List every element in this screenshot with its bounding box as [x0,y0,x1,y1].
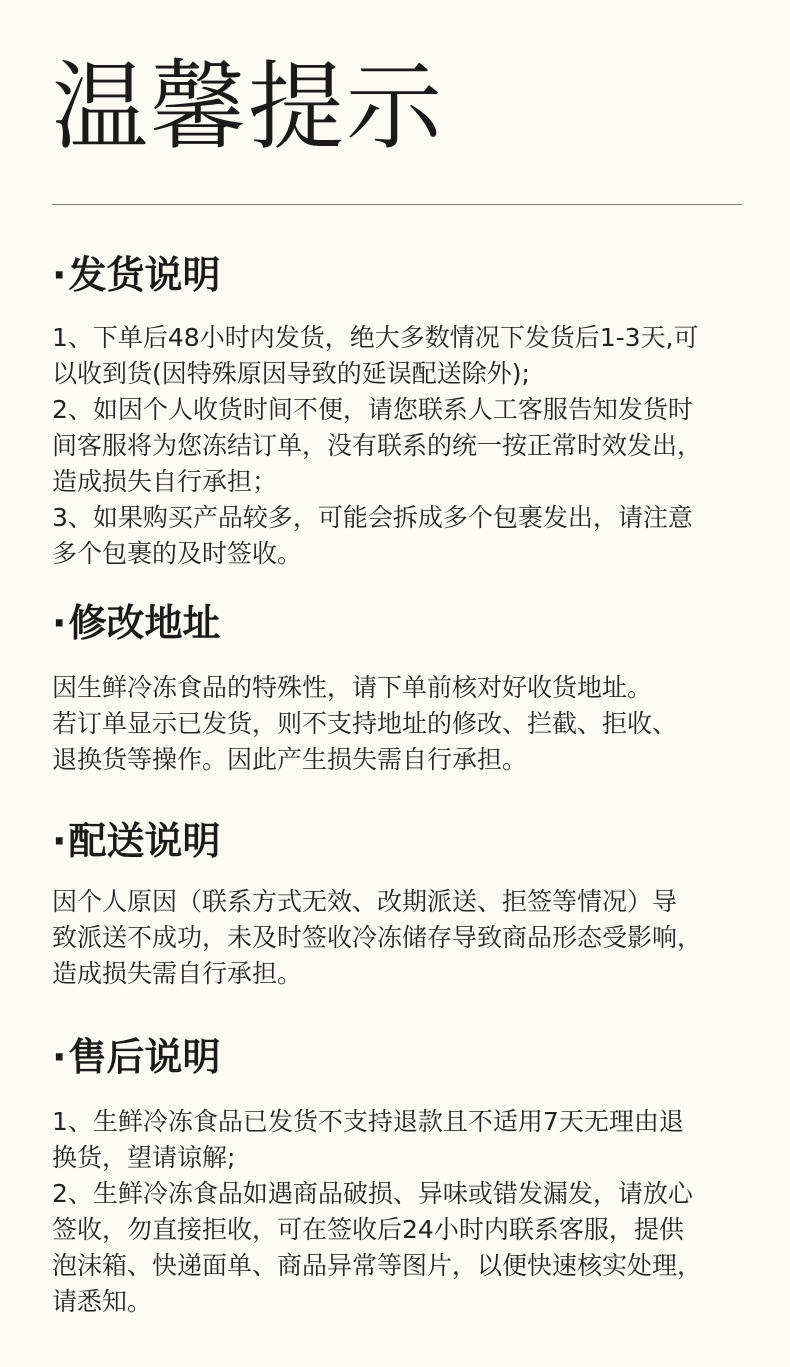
text-line: 泡沫箱、快递面单、商品异常等图片，以便快速核实处理， [52,1251,703,1280]
title-divider [52,204,742,205]
bullet-dot: · [52,601,67,645]
section-heading-address [52,600,220,646]
section-body-shipping [52,320,752,572]
section-heading-text: 修改地址 [68,601,221,645]
text-line: 2、生鲜冷冻食品如遇商品破损、异味或错发漏发，请放心 [52,1179,693,1208]
text-line: 2、如因个人收货时间不便，请您联系人工客服告知发货时 [52,395,693,424]
text-line: 退换货等操作。因此产生损失需自行承担。 [52,745,528,774]
text-line: 1、下单后48小时内发货，绝大多数情况下发货后1-3天,可 [52,323,699,352]
text-line: 造成损失自行承担； [52,467,278,496]
section-heading-text: 配送说明 [68,819,221,863]
section-heading-delivery [52,818,220,864]
section-heading-text: 发货说明 [68,253,221,297]
section-heading-after-sales [52,1034,220,1080]
section-body-after-sales [52,1104,752,1320]
text-line: 多个包裹的及时签收。 [52,539,303,568]
text-line: 若订单显示已发货，则不支持地址的修改、拦截、拒收、 [52,709,678,738]
bullet-dot: · [52,819,67,863]
text-line: 因生鲜冷冻食品的特殊性，请下单前核对好收货地址。 [52,673,653,702]
text-line: 3、如果购买产品较多，可能会拆成多个包裹发出，请注意 [52,503,693,532]
section-heading-shipping [52,252,220,298]
page-title: 温馨提示 [52,51,444,163]
text-line: 致派送不成功，未及时签收冷冻储存导致商品形态受影响， [52,923,703,952]
bullet-dot: · [52,1035,67,1079]
text-line: 请悉知。 [52,1287,153,1316]
text-line: 1、生鲜冷冻食品已发货不支持退款且不适用7天无理由退 [52,1107,684,1136]
section-heading-text: 售后说明 [68,1035,221,1079]
text-line: 签收，勿直接拒收，可在签收后24小时内联系客服，提供 [52,1215,684,1244]
text-line: 以收到货(因特殊原因导致的延误配送除外); [52,359,530,388]
text-line: 因个人原因（联系方式无效、改期派送、拒签等情况）导 [52,887,678,916]
bullet-dot: · [52,253,67,297]
text-line: 间客服将为您冻结订单，没有联系的统一按正常时效发出， [52,431,703,460]
section-body-delivery [52,884,752,992]
text-line: 造成损失需自行承担。 [52,959,303,988]
section-body-address [52,670,752,778]
text-line: 换货，望请谅解; [52,1143,236,1172]
